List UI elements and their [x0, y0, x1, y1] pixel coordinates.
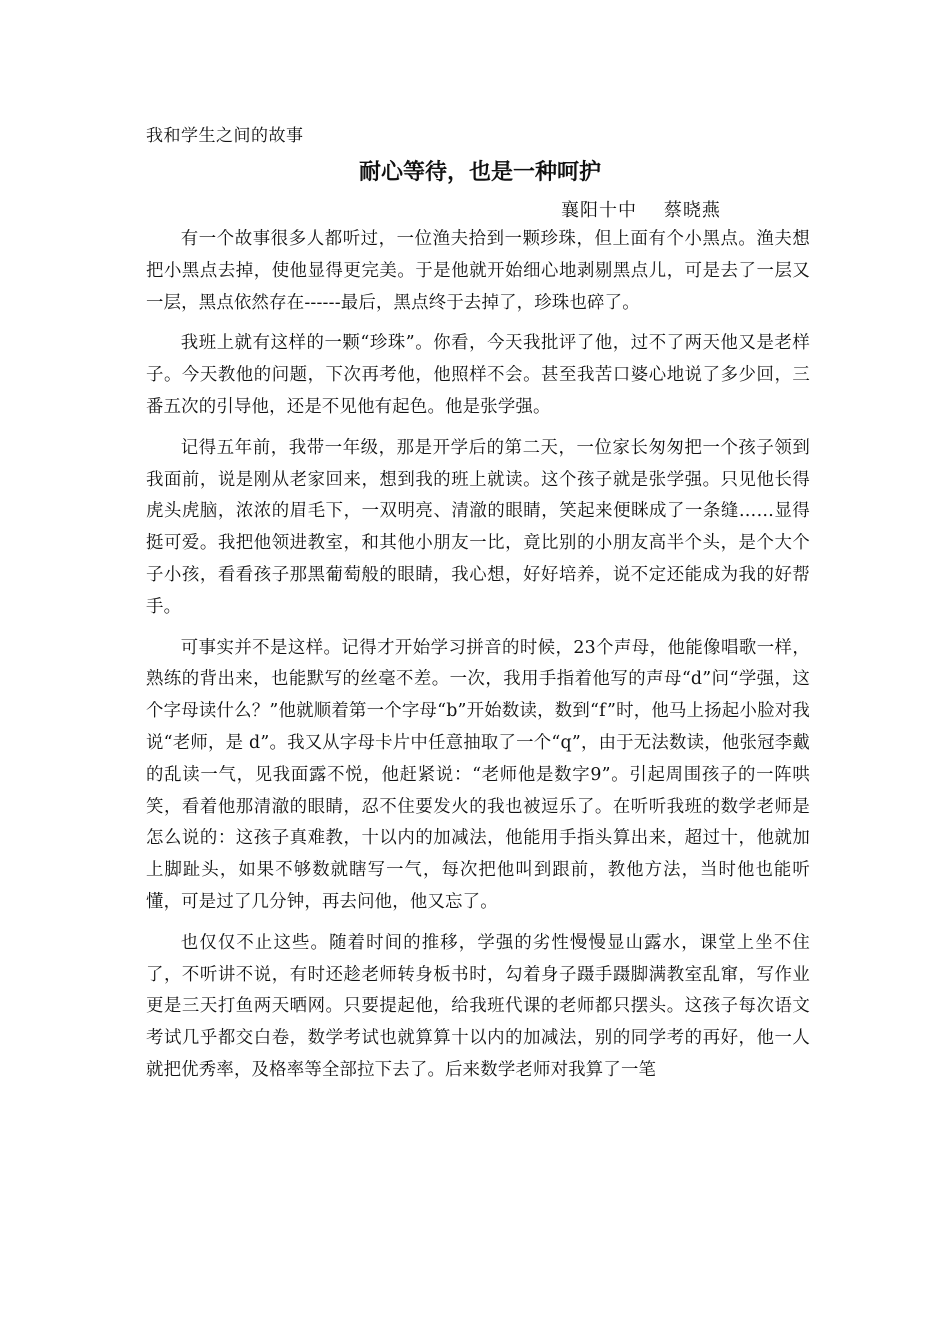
document-title: 耐心等待，也是一种呵护 — [358, 160, 601, 185]
paragraph-class-pearl: 我班上就有这样的一颗“珍珠”。你看，今天我批评了他，过不了两天他又是老样子。今天教他的问题，下次再考他，他照样不会。甚至我苦口婆心地说了多少回，三番五次的引导他，还是不见他有起色。他是张学强。 — [146, 333, 810, 417]
paragraph-first-meeting: 记得五年前，我带一年级，那是开学后的第二天，一位家长匆匆把一个孩子领到我面前，说是刚从老家回来，想到我的班上就读。这个孩子就是张学强。只见他长得虎头虎脑，浓浓的眉毛下，一双明亮、清澈的眼睛，笑起来便眯成了一条缝……显得挺可爱。我把他领进教室，和其他小朋友一比，竟比别的小朋友高半个头，是个大个子小孩，看看孩子那黑葡萄般的眼睛，我心想，好好培养，说不定还能成为我的好帮手。 — [146, 437, 810, 617]
author-byline: 襄阳十中 蔡晓燕 — [561, 200, 721, 221]
header-label: 我和学生之间的故事 — [146, 126, 304, 146]
paragraph-pinyin-learning: 可事实并不是这样。记得才开始学习拼音的时候，23个声母，他能像唱歌一样，熟练的背出来，也能默写的丝毫不差。一次，我用手指着他写的声母“d”问“学强，这个字母读什么？”他就顺着第一个字母“b”开始数读，数到“f”时，他马上扬起小脸对我说“老师，是 d”。我又从字母卡片中任意抽取了一个“q”，由于无法数读，他张冠李戴的乱读一气，见我面露不悦，他赶紧说：“老师他是数字9”。引起周围孩子的一阵哄笑，看着他那清澈的眼睛，忍不住要发火的我也被逗乐了。在听听我班的数学老师是怎么说的：这孩子真难教，十以内的加减法，他能用手指头算出来，超过十，他就加上脚趾头，如果不够数就瞎写一气，每次把他叫到跟前，教他方法，当时他也能听懂，可是过了几分钟，再去问他，他又忘了。 — [146, 637, 810, 912]
paragraph-pearl-story: 有一个故事很多人都听过，一位渔夫拾到一颗珍珠，但上面有个小黑点。渔夫想把小黑点去掉，使他显得更完美。于是他就开始细心地剥剔黑点儿，可是去了一层又一层，黑点依然存在------最后，黑点终于去掉了，珍珠也碎了。 — [146, 229, 810, 313]
body-text — [146, 224, 810, 1087]
paragraph-behavior: 也仅仅不止这些。随着时间的推移，学强的劣性慢慢显山露水，课堂上坐不住了，不听讲不说，有时还趁老师转身板书时，勾着身子蹑手蹑脚满教室乱窜，写作业更是三天打鱼两天晒网。只要提起他，给我班代课的老师都只摆头。这孩子每次语文考试几乎都交白卷，数学考试也就算算十以内的加减法，别的同学考的再好，他一人就把优秀率，及格率等全部拉下去了。后来数学老师对我算了一笔 — [146, 932, 810, 1080]
